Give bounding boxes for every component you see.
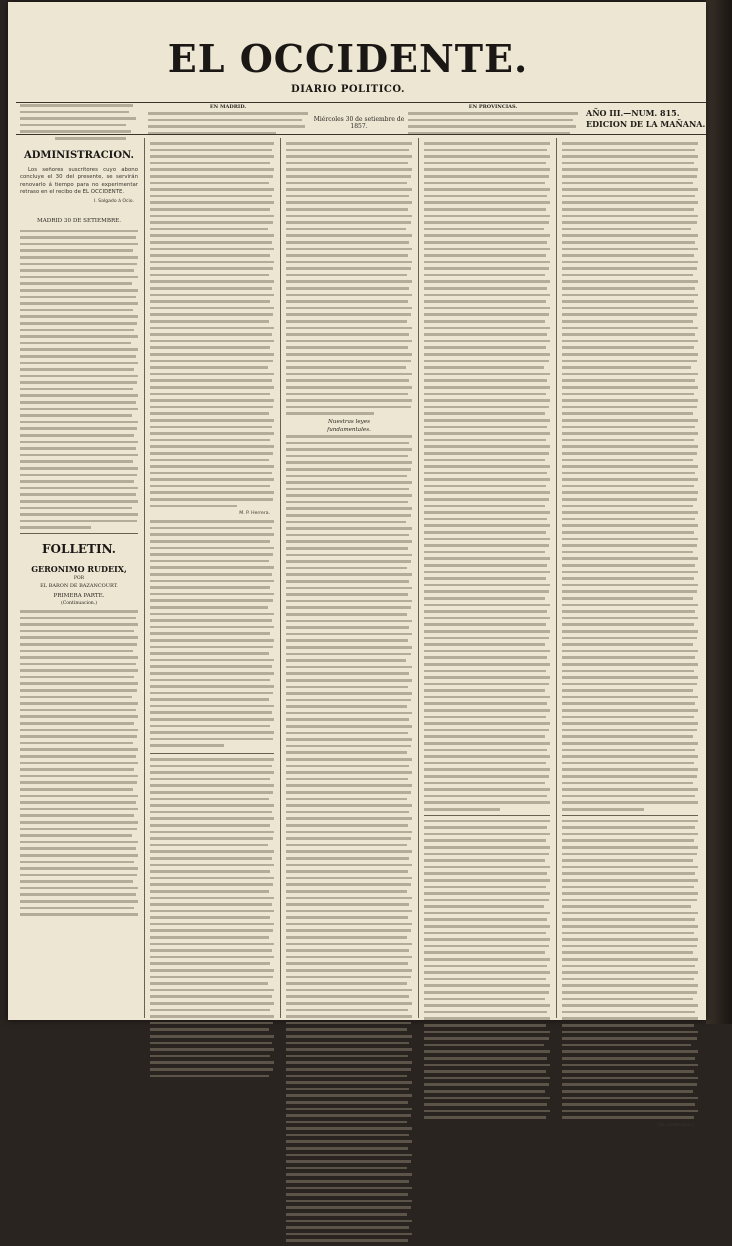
col4-article-text — [424, 142, 550, 811]
folletin-text-col4 — [424, 820, 550, 1119]
column-5 — [562, 138, 698, 1132]
novel-author: EL BARON DE BAZANCOURT. — [40, 582, 118, 589]
masthead-title: EL OCCIDENTE. — [167, 36, 529, 81]
provinces-title: EN PROVINCIAS. — [468, 104, 518, 110]
issue-date: Miércoles 30 de setiembre de 1857. — [313, 116, 405, 130]
col3-article-text-2 — [286, 435, 412, 1242]
novel-title: GERONIMO RUDEIX, — [31, 563, 127, 574]
folletin-text-col5 — [562, 820, 698, 1119]
col3-subheading-2: fundamentales. — [327, 426, 371, 433]
novel-by: POR — [73, 575, 85, 581]
folletin-text-col2 — [150, 758, 274, 1077]
madrid-title: EN MADRID. — [209, 104, 247, 110]
header-bottom-rule — [16, 134, 706, 135]
administracion-notice: Los señores suscritores cuyo abono concluye el 30 del presente, se servirán renovarlo á tiempo para no experimentar retraso en el recibo de EL OCCIDENTE. — [20, 167, 138, 196]
col2-article-text-2 — [150, 520, 274, 747]
page-edge-shadow — [706, 0, 732, 1024]
novel-continuation: (Continuacion.) — [60, 600, 98, 606]
folletin-heading: FOLLETIN. — [42, 541, 116, 556]
column-1 — [20, 138, 138, 920]
folletin-text-col1 — [20, 610, 138, 916]
column-rule-1 — [144, 138, 145, 1018]
col2-article-text — [150, 142, 274, 507]
newspaper-page — [8, 2, 706, 1128]
column-rule-2 — [280, 138, 281, 1018]
madrid-dateline: MADRID 30 DE SETIEMBRE. — [36, 217, 122, 224]
novel-part: PRIMERA PARTE. — [53, 592, 105, 599]
column-rule-4 — [556, 138, 557, 1018]
edition-label: EDICION DE LA MAÑANA. — [586, 119, 706, 129]
col3-subheading-1: Nuestras leyes — [327, 418, 371, 425]
folletin-to-be-continued: (Se continuará.) — [657, 1122, 694, 1128]
issue-info — [586, 108, 706, 130]
library-stamp — [292, 6, 402, 22]
column-rule-3 — [418, 138, 419, 1018]
col1-article-text — [20, 230, 138, 529]
column-3 — [286, 138, 412, 1246]
header-top-rule — [16, 102, 706, 103]
column-4 — [424, 138, 550, 1123]
column-2 — [150, 138, 274, 1081]
administracion-heading: ADMINISTRACION. — [23, 150, 135, 161]
issue-number: AÑO III.—NUM. 815. — [586, 108, 680, 118]
col5-article-text — [562, 142, 698, 811]
masthead-subtitle: DIARIO POLITICO. — [291, 84, 405, 95]
administracion-signature: I. Salgado á Ocio. — [93, 198, 134, 204]
col2-signature: M. P. Herrera. — [239, 511, 270, 517]
col3-article-text — [286, 142, 412, 415]
